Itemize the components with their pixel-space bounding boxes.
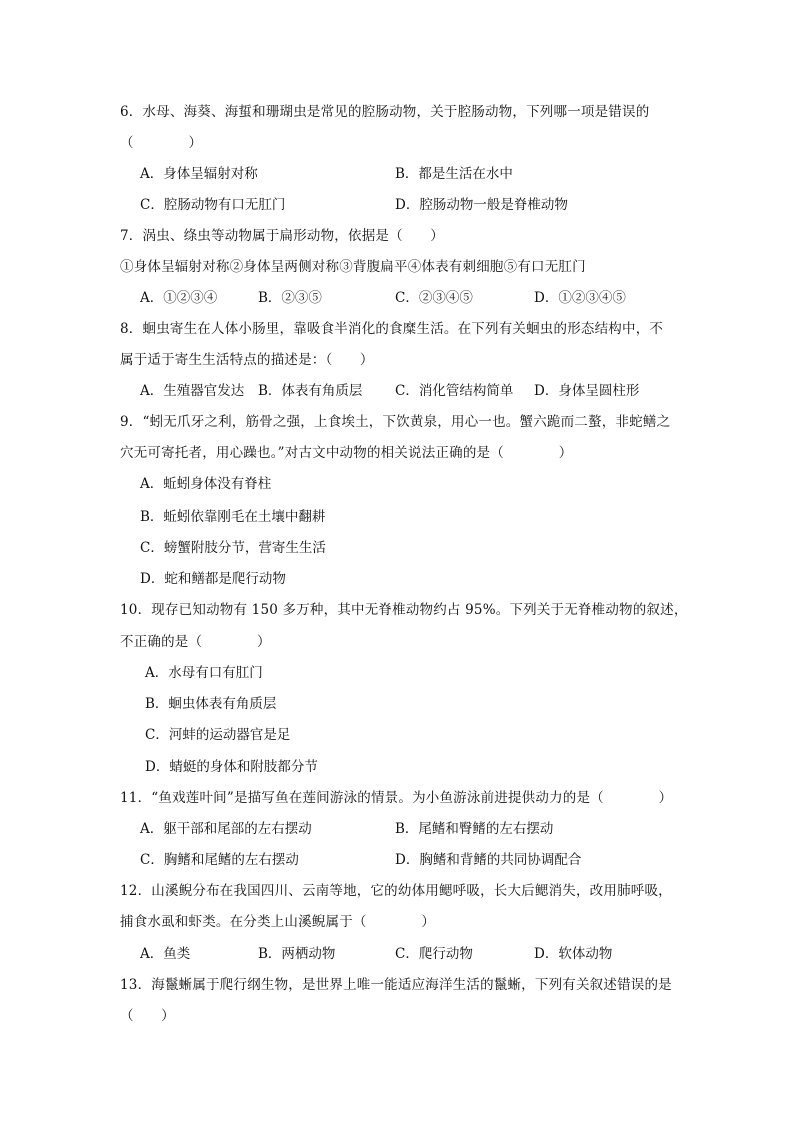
q10-stem-line2: 不正确的是（ ） <box>120 634 271 650</box>
q8-option-d: D．身体呈圆柱形 <box>534 383 640 399</box>
q8-option-b: B．体表有角质层 <box>258 383 363 399</box>
q11-option-b: B．尾鳍和臀鳍的左右摆动 <box>395 821 554 837</box>
q7-stem-line2: ①身体呈辐射对称②身体呈两侧对称③背腹扁平④体表有刺细胞⑤有口无肛门 <box>120 259 586 275</box>
q7-option-b: B．②③⑤ <box>258 290 322 306</box>
q11-option-d: D．胸鳍和背鳍的共同协调配合 <box>395 852 582 868</box>
q8-stem-line2: 属于适于寄生生活特点的描述是：（ ） <box>120 352 374 368</box>
q9-option-d: D．蛇和鳝都是爬行动物 <box>140 571 286 587</box>
q12-option-d: D．软体动物 <box>534 946 613 962</box>
q9-stem-line1: 9．“蚓无爪牙之利，筋骨之强，上食埃土，下饮黄泉，用心一也。蟹六跪而二螯，非蛇鳝之 <box>120 414 671 430</box>
q13-stem-line2: （ ） <box>120 1008 175 1024</box>
q6-option-c: C．腔肠动物有口无肛门 <box>140 197 286 213</box>
q10-option-d: D．蜻蜓的身体和附肢都分节 <box>145 759 318 775</box>
q6-stem-line2: （ ） <box>120 135 203 151</box>
q12-stem-line2: 捕食水虱和虾类。在分类上山溪鲵属于（ ） <box>120 914 436 930</box>
q13-stem-line1: 13．海鬣蜥属于爬行纲生物，是世界上唯一能适应海洋生活的鬣蜥，下列有关叙述错误的是 <box>120 977 672 993</box>
q10-option-c: C．河蚌的运动器官是足 <box>145 727 291 743</box>
q8-option-c: C．消化管结构简单 <box>395 383 514 399</box>
q9-option-b: B．蚯蚓依靠刚毛在土壤中翻耕 <box>140 509 326 525</box>
q6-stem-line1: 6．水母、海葵、海蜇和珊瑚虫是常见的腔肠动物，关于腔肠动物，下列哪一项是错误的 <box>120 104 650 120</box>
q12-stem-line1: 12．山溪鲵分布在我国四川、云南等地，它的幼体用鳃呼吸，长大后鳃消失，改用肺呼吸， <box>120 883 672 899</box>
q9-option-c: C．螃蟹附肢分节，营寄生生活 <box>140 540 326 556</box>
q7-option-c: C．②③④⑤ <box>395 290 473 306</box>
q10-option-a: A．水母有口有肛门 <box>145 665 263 681</box>
q8-option-a: A．生殖器官发达 <box>140 383 245 399</box>
q11-stem-line1: 11．“鱼戏莲叶间”是描写鱼在莲间游泳的情景。为小鱼游泳前进提供动力的是（ ） <box>120 790 673 806</box>
q10-option-b: B．蛔虫体表有角质层 <box>145 696 277 712</box>
q12-option-a: A．鱼类 <box>140 946 191 962</box>
q12-option-c: C．爬行动物 <box>395 946 473 962</box>
q10-stem-line1: 10．现存已知动物有 150 多万种，其中无脊椎动物约占 95%。下列关于无脊椎动物的叙述， <box>120 602 688 618</box>
q7-option-a: A．①②③④ <box>140 290 218 306</box>
q6-option-d: D．腔肠动物一般是脊椎动物 <box>395 197 568 213</box>
q9-option-a: A．蚯蚓身体没有脊柱 <box>140 476 272 492</box>
q12-option-b: B．两栖动物 <box>258 946 336 962</box>
q9-stem-line2: 穴无可寄托者，用心躁也。”对古文中动物的相关说法正确的是（ ） <box>120 445 573 461</box>
q6-option-b: B．都是生活在水中 <box>395 166 513 182</box>
q11-option-c: C．胸鳍和尾鳍的左右摆动 <box>140 852 299 868</box>
q11-option-a: A．躯干部和尾部的左右摆动 <box>140 821 312 837</box>
q7-stem-line1: 7．涡虫、绦虫等动物属于扁形动物，依据是（ ） <box>120 228 444 244</box>
q6-option-a: A．身体呈辐射对称 <box>140 166 258 182</box>
q7-option-d: D．①②③④⑤ <box>534 290 626 306</box>
q8-stem-line1: 8．蛔虫寄生在人体小肠里，靠吸食半消化的食糜生活。在下列有关蛔虫的形态结构中，不 <box>120 321 664 337</box>
